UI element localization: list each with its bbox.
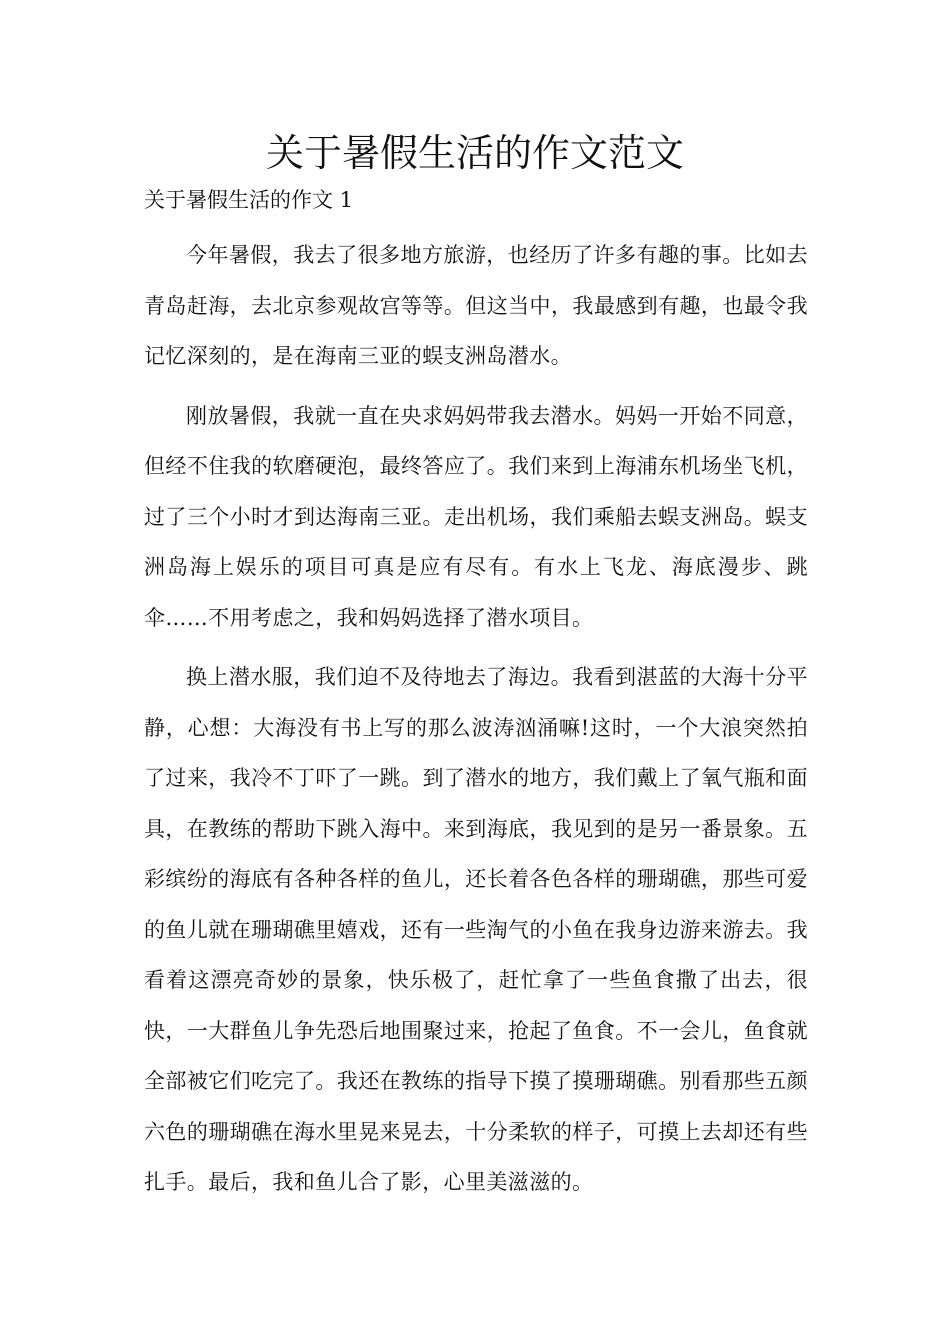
essay-body (144, 230, 808, 1217)
document-title: 关于暑假生活的作文范文 (265, 131, 684, 175)
paragraph-1: 今年暑假，我去了很多地方旅游，也经历了许多有趣的事。比如去青岛赶海，去北京参观故宫等等。但这当中，我最感到有趣，也最令我记忆深刻的，是在海南三亚的蜈支洲岛潜水。 (144, 243, 808, 368)
paragraph-2: 刚放暑假，我就一直在央求妈妈带我去潜水。妈妈一开始不同意，但经不住我的软磨硬泡，最终答应了。我们来到上海浦东机场坐飞机，过了三个小时才到达海南三亚。走出机场，我们乘船去蜈支洲岛。蜈支洲岛海上娱乐的项目可真是应有尽有。有水上飞龙、海底漫步、跳伞……不用考虑之，我和妈妈选择了潜水项目。 (144, 403, 808, 630)
paragraph-3: 换上潜水服，我们迫不及待地去了海边。我看到湛蓝的大海十分平静，心想：大海没有书上写的那么波涛汹涌嘛!这时，一个大浪突然拍了过来，我冷不丁吓了一跳。到了潜水的地方，我们戴上了氧气瓶和面具，在教练的帮助下跳入海中。来到海底，我见到的是另一番景象。五彩缤纷的海底有各种各样的鱼儿，还长着各色各样的珊瑚礁，那些可爱的鱼儿就在珊瑚礁里嬉戏，还有一些淘气的小鱼在我身边游来游去。我看着这漂亮奇妙的景象，快乐极了，赶忙拿了一些鱼食撒了出去，很快，一大群鱼儿争先恐后地围聚过来，抢起了鱼食。不一会儿，鱼食就全部被它们吃完了。我还在教练的指导下摸了摸珊瑚礁。别看那些五颜六色的珊瑚礁在海水里晃来晃去，十分柔软的样子，可摸上去却还有些扎手。最后，我和鱼儿合了影，心里美滋滋的。 (144, 665, 808, 1194)
essay-subtitle: 关于暑假生活的作文 1 (144, 188, 354, 212)
